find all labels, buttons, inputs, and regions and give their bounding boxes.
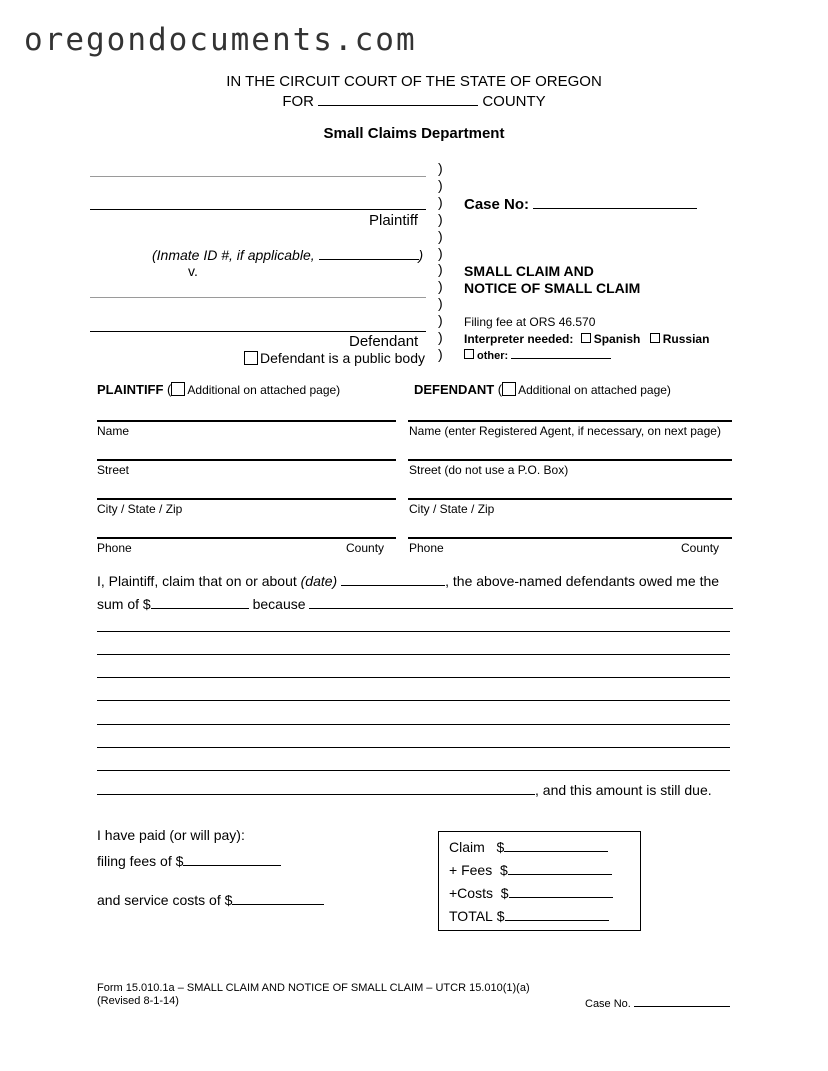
caption-parentheses: ) ) ) ) ) ) ) ) ) ) ) ) — [438, 160, 443, 362]
plaintiff-line-2[interactable] — [90, 209, 426, 210]
plaintiff-label: Plaintiff — [369, 212, 418, 229]
public-body-checkbox[interactable] — [244, 351, 258, 365]
defendant-street-line[interactable] — [408, 459, 732, 461]
filing-fees-label: filing fees of $ — [97, 853, 184, 869]
interpreter-row — [464, 332, 709, 346]
footer-case-number-row — [585, 995, 730, 1010]
form-title-line1: SMALL CLAIM AND — [464, 263, 594, 279]
claim-date-field[interactable] — [341, 571, 445, 586]
claim-line-2 — [97, 594, 733, 612]
footer-case-number-field[interactable] — [634, 995, 730, 1007]
defendant-street-label: Street (do not use a P.O. Box) — [409, 463, 569, 477]
claim-sum-field[interactable] — [151, 594, 249, 609]
claim-sum-label: sum of $ — [97, 596, 151, 612]
plaintiff-additional-checkbox[interactable] — [171, 382, 185, 396]
other-language-row — [464, 347, 611, 362]
totals-claim-field[interactable] — [504, 837, 608, 852]
plaintiff-line-1[interactable] — [90, 176, 426, 177]
defendant-phone-line[interactable] — [408, 537, 732, 539]
reason-line[interactable] — [97, 747, 730, 748]
reason-line[interactable] — [97, 700, 730, 701]
still-due-text: , and this amount is still due. — [535, 782, 712, 798]
reason-line[interactable] — [97, 654, 730, 655]
site-watermark: oregondocuments.com — [24, 22, 417, 58]
reason-line[interactable] — [97, 770, 730, 771]
plaintiff-street-label: Street — [97, 463, 130, 477]
county-field[interactable] — [318, 91, 478, 106]
spanish-checkbox[interactable] — [581, 333, 591, 343]
inmate-id-close: ) — [418, 247, 424, 263]
claim-date-label: (date) — [300, 573, 338, 589]
totals-claim-row — [449, 837, 608, 855]
defendant-line-2[interactable] — [90, 331, 426, 332]
defendant-heading-row: DEFENDANT ( Additional on attached page) — [414, 382, 671, 397]
service-costs-field[interactable] — [232, 890, 324, 905]
public-body-label: Defendant is a public body — [260, 350, 425, 366]
plaintiff-heading-row: PLAINTIFF ( Additional on attached page) — [97, 382, 341, 397]
russian-label: Russian — [662, 332, 710, 346]
case-number-row — [464, 194, 697, 213]
revision-date: (Revised 8-1-14) — [97, 995, 179, 1007]
plaintiff-city-label: City / State / Zip — [97, 502, 183, 516]
public-body-row — [244, 350, 425, 366]
defendant-city-line[interactable] — [408, 498, 732, 500]
form-identifier: Form 15.010.1a – SMALL CLAIM AND NOTICE OF SMALL CLAIM – UTCR 15.010(1)(a) — [97, 982, 530, 994]
versus-label: v. — [188, 263, 198, 279]
plaintiff-heading: PLAINTIFF — [97, 382, 164, 397]
filing-fee-note: Filing fee at ORS 46.570 — [464, 315, 596, 329]
totals-fees-currency: $ — [499, 862, 508, 878]
totals-claim-currency: $ — [496, 839, 505, 855]
reason-line[interactable] — [97, 677, 730, 678]
plaintiff-county-label: County — [346, 541, 385, 555]
plaintiff-additional-label: Additional on attached page) — [187, 383, 341, 397]
reason-line[interactable] — [97, 631, 730, 632]
case-number-label: Case No: — [464, 196, 530, 213]
russian-checkbox[interactable] — [650, 333, 660, 343]
plaintiff-name-line[interactable] — [97, 420, 396, 422]
totals-total-field[interactable] — [505, 906, 609, 921]
case-number-field[interactable] — [533, 194, 697, 209]
interpreter-label: Interpreter needed: — [464, 332, 574, 346]
inmate-id-row — [152, 245, 423, 263]
service-costs-label: and service costs of $ — [97, 892, 233, 908]
totals-box — [438, 831, 641, 931]
totals-total-currency: $ — [496, 908, 505, 924]
defendant-phone-label: Phone — [409, 541, 444, 555]
paid-label: I have paid (or will pay): — [97, 827, 245, 843]
plaintiff-city-line[interactable] — [97, 498, 396, 500]
inmate-id-field[interactable] — [319, 245, 419, 260]
footer-case-number-label: Case No. — [585, 998, 631, 1010]
totals-costs-label: +Costs — [449, 885, 493, 901]
claim-line-1 — [97, 571, 719, 589]
still-due-row — [97, 780, 712, 798]
county-line — [0, 91, 828, 110]
claim-intro: I, Plaintiff, claim that on or about — [97, 573, 297, 589]
county-suffix: COUNTY — [482, 93, 546, 110]
defendant-line-1[interactable] — [90, 297, 426, 298]
form-title-line2: NOTICE OF SMALL CLAIM — [464, 280, 641, 296]
totals-fees-row — [449, 860, 612, 878]
claim-reason-field[interactable] — [309, 594, 733, 609]
plaintiff-street-line[interactable] — [97, 459, 396, 461]
spanish-label: Spanish — [593, 332, 641, 346]
totals-costs-currency: $ — [500, 885, 509, 901]
totals-costs-field[interactable] — [509, 883, 613, 898]
claim-owed-text: , the above-named defendants owed me the — [445, 573, 720, 589]
plaintiff-name-label: Name — [97, 424, 130, 438]
other-language-label: other: — [477, 350, 509, 362]
claim-because-label: because — [252, 596, 306, 612]
defendant-county-label: County — [681, 541, 720, 555]
defendant-additional-label: Additional on attached page) — [518, 383, 671, 397]
defendant-label: Defendant — [349, 333, 419, 350]
defendant-name-line[interactable] — [408, 420, 732, 422]
filing-fees-field[interactable] — [183, 851, 281, 866]
reason-line[interactable] — [97, 724, 730, 725]
defendant-name-label: Name (enter Registered Agent, if necessary, on next page) — [409, 424, 721, 438]
defendant-heading: DEFENDANT — [414, 382, 495, 397]
inmate-id-label: (Inmate ID #, if applicable, — [152, 247, 315, 263]
totals-total-label: TOTAL — [449, 908, 493, 924]
still-due-field[interactable] — [97, 780, 535, 795]
court-title: IN THE CIRCUIT COURT OF THE STATE OF OREGON — [226, 73, 602, 90]
other-language-field[interactable] — [511, 347, 611, 359]
county-prefix: FOR — [282, 93, 314, 110]
department-title: Small Claims Department — [323, 125, 505, 142]
defendant-additional-checkbox[interactable] — [502, 382, 516, 396]
totals-fees-label: + Fees — [449, 862, 493, 878]
totals-claim-label: Claim — [449, 839, 485, 855]
totals-costs-row — [449, 883, 613, 901]
plaintiff-phone-label: Phone — [97, 541, 132, 555]
other-language-checkbox[interactable] — [464, 349, 474, 359]
totals-fees-field[interactable] — [508, 860, 612, 875]
plaintiff-phone-line[interactable] — [97, 537, 396, 539]
totals-total-row — [449, 906, 609, 924]
filing-fees-row — [97, 851, 281, 869]
service-costs-row — [97, 890, 324, 908]
defendant-city-label: City / State / Zip — [409, 502, 495, 516]
